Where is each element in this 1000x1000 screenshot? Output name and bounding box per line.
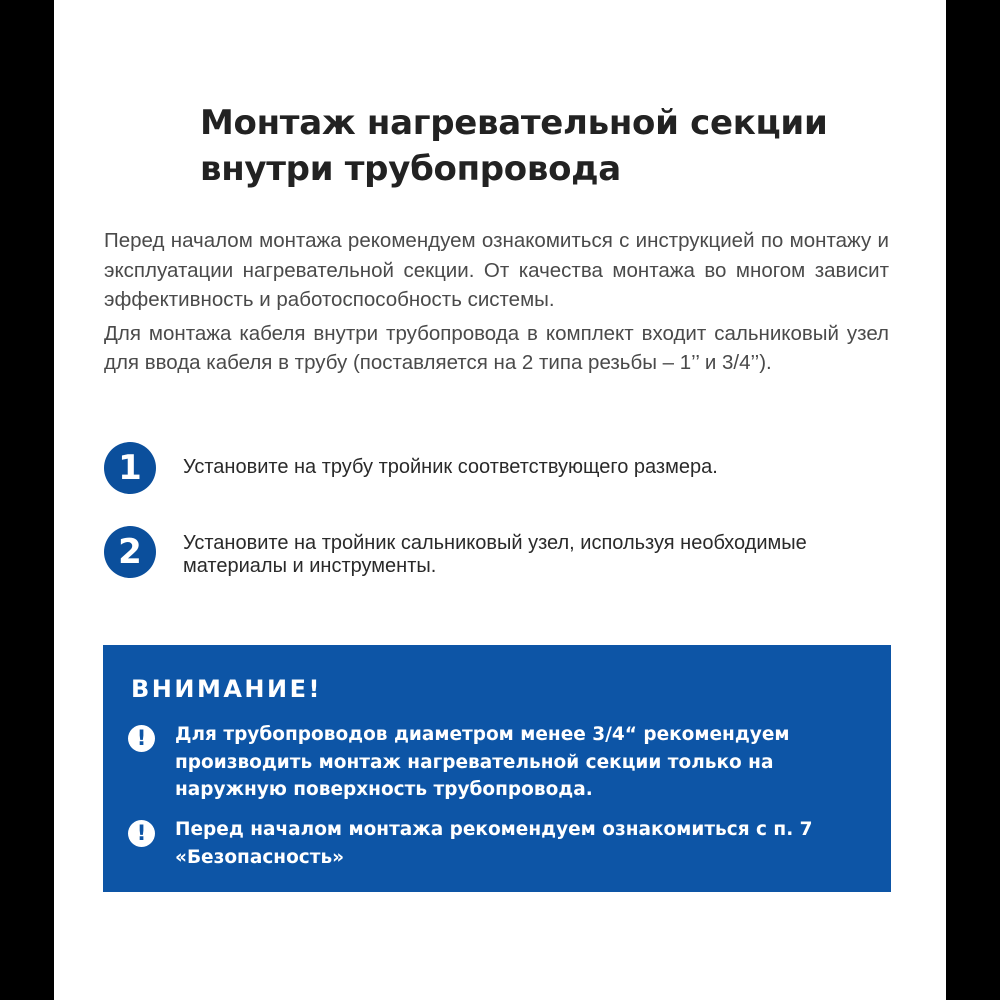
warning-text: Для трубопроводов диаметром менее 3/4“ рекомендуем производить монтаж нагревательной секции только на наружную поверхность трубопровода. — [175, 724, 790, 800]
warning-title: ВНИМАНИЕ! — [131, 675, 322, 703]
page-title-line-1: Монтаж нагревательной секции — [200, 103, 828, 143]
page-title — [200, 100, 900, 192]
intro-paragraph: Перед началом монтажа рекомендуем ознакомиться с инструкцией по монтажу и эксплуатации нагревательной секции. От качества монтажа во многом зависит эффективность и работоспособность системы. — [104, 229, 889, 311]
intro-text — [104, 226, 889, 382]
intro-paragraph: Для монтажа кабеля внутри трубопровода в комплект входит сальниковый узел для ввода кабеля в трубу (поставляется на 2 типа резьбы – 1’’ и 3/4’’). — [104, 321, 889, 374]
warning-text: Перед началом монтажа рекомендуем ознакомиться с п. 7 «Безопасность» — [175, 819, 813, 868]
exclamation-circle-icon: ! — [128, 725, 155, 752]
step-text: Установите на трубу тройник соответствующего размера. — [183, 456, 718, 478]
step-number-badge: 1 — [104, 442, 156, 494]
step-text: Установите на тройник сальниковый узел, используя необходимые материалы и инструменты. — [183, 532, 807, 577]
exclamation-circle-icon: ! — [128, 820, 155, 847]
page-title-line-2: внутри трубопровода — [200, 149, 621, 189]
warning-box — [103, 645, 891, 892]
step-number-badge: 2 — [104, 526, 156, 578]
